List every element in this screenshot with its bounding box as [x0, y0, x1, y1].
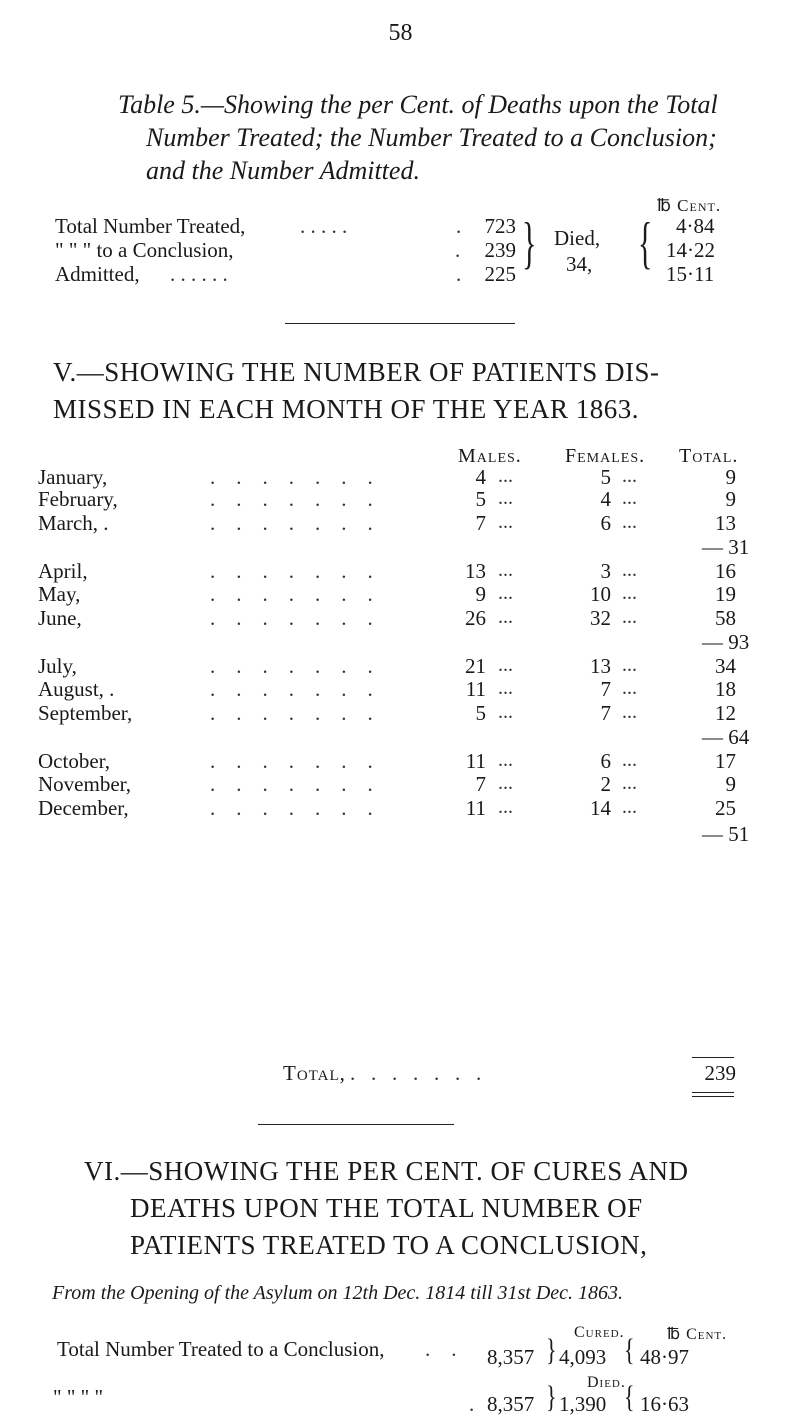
section6-heading-line1: VI.—SHOWING THE PER CENT. OF CURES AND — [84, 1156, 689, 1186]
table5-row-label: " " " to a Conclusion, — [55, 238, 234, 262]
table5-number: 225 — [484, 262, 516, 286]
males-value: 11 — [465, 749, 486, 773]
month-label: July, — [38, 654, 77, 678]
col-females-header: Females. — [565, 445, 646, 467]
month-label: April, — [38, 559, 88, 583]
table5-title-line2: Number Treated; the Number Treated to a Conclusion; — [146, 123, 717, 152]
ellipsis: ... — [498, 701, 513, 723]
females-value: 6 — [600, 749, 611, 773]
males-value: 5 — [475, 487, 486, 511]
month-label: August, . — [38, 677, 115, 701]
brace-icon: { — [638, 212, 653, 276]
double-rule-bottom — [692, 1096, 734, 1097]
females-value: 7 — [600, 677, 611, 701]
brace-icon: } — [546, 1378, 557, 1414]
females-value: 14 — [590, 796, 611, 820]
divider — [258, 1124, 454, 1125]
total-value: 13 — [715, 511, 736, 535]
section6-total: 8,357 — [487, 1345, 535, 1369]
ellipsis: ... — [498, 677, 513, 699]
total-value: 18 — [715, 677, 736, 701]
leader-dots: . . . . . . . — [210, 582, 373, 606]
total-value: 58 — [715, 606, 736, 630]
table5-row-dots: . . . . . — [300, 214, 348, 238]
males-value: 11 — [465, 796, 486, 820]
males-value: 11 — [465, 677, 486, 701]
section6-cured-count: 4,093 — [559, 1345, 607, 1369]
table5-row-dots: . — [455, 238, 461, 262]
females-value: 7 — [600, 701, 611, 725]
ellipsis: ... — [622, 677, 637, 699]
leader-dots: . . . . . . . — [210, 606, 373, 630]
ellipsis: ... — [498, 606, 513, 628]
females-value: 13 — [590, 654, 611, 678]
females-value: 32 — [590, 606, 611, 630]
leader-dots: . . . . . . . — [210, 701, 373, 725]
table5-title — [118, 88, 718, 187]
brace-icon: { — [624, 1331, 635, 1367]
ellipsis: ... — [498, 654, 513, 676]
month-label: June, — [38, 606, 82, 630]
leader-dots: . . . . . . . — [210, 796, 373, 820]
ellipsis: ... — [498, 559, 513, 581]
table5-per-cent: 15·11 — [666, 262, 715, 286]
ellipsis: ... — [498, 772, 513, 794]
males-value: 9 — [475, 582, 486, 606]
males-value: 5 — [475, 701, 486, 725]
leader-dots: . . . . . . . — [210, 511, 373, 535]
section6-heading-line2: DEATHS UPON THE TOTAL NUMBER OF — [130, 1193, 643, 1223]
total-value: 34 — [715, 654, 736, 678]
leader-dots: . . . . . . . — [210, 677, 373, 701]
table5-title-line1: Table 5.—Showing the per Cent. of Deaths upon the Total — [118, 90, 718, 119]
table5-dot: . — [456, 262, 462, 286]
grand-total-label: Total, — [283, 1061, 346, 1085]
section6-row-label: Total Number Treated to a Conclusion, — [57, 1337, 385, 1361]
month-label: October, — [38, 749, 111, 773]
ellipsis: ... — [622, 582, 637, 604]
month-label: November, — [38, 772, 132, 796]
leader-dots: . . . . . . . — [210, 487, 373, 511]
ellipsis: ... — [498, 749, 513, 771]
cured-header: Cured. — [574, 1324, 625, 1341]
table5-row-label: Total Number Treated, — [55, 214, 246, 238]
quarter-total: — 51 — [702, 822, 750, 846]
total-value: 25 — [715, 796, 736, 820]
females-value: 2 — [600, 772, 611, 796]
table5-title-line3: and the Number Admitted. — [146, 156, 420, 185]
section6-subtitle: From the Opening of the Asylum on 12th Dec. 1814 till 31st Dec. 1863. — [52, 1282, 624, 1304]
table5-number: 239 — [484, 238, 516, 262]
females-value: 6 — [600, 511, 611, 535]
grand-total-value: 239 — [704, 1061, 736, 1085]
col-total-header: Total. — [679, 445, 739, 467]
section6-row-label: " " " " — [53, 1385, 104, 1409]
table5-row-dots: . . . . . . — [170, 262, 228, 286]
quarter-total: — 31 — [702, 535, 750, 559]
leader-dots: . . . . . . . — [210, 465, 373, 489]
section6-dots: . . — [425, 1337, 457, 1361]
section6-cured-per-cent: 48·97 — [640, 1345, 689, 1369]
males-value: 26 — [465, 606, 486, 630]
table5-number: 723 — [484, 214, 516, 238]
ellipsis: ... — [498, 511, 513, 533]
females-value: 4 — [600, 487, 611, 511]
leader-dots: . . . . . . . — [210, 559, 373, 583]
section6-died-count: 1,390 — [559, 1392, 607, 1416]
total-value: 16 — [715, 559, 736, 583]
leader-dots: . . . . . . . — [210, 772, 373, 796]
ellipsis: ... — [498, 487, 513, 509]
month-label: September, — [38, 701, 133, 725]
females-value: 10 — [590, 582, 611, 606]
brace-icon: { — [624, 1378, 635, 1414]
table5-died-label: Died, — [554, 226, 601, 250]
total-value: 9 — [725, 465, 736, 489]
table5-per-cent: 4·84 — [676, 214, 715, 238]
ellipsis: ... — [622, 487, 637, 509]
month-label: May, — [38, 582, 81, 606]
ellipsis: ... — [498, 465, 513, 487]
total-value: 9 — [725, 772, 736, 796]
ellipsis: ... — [622, 559, 637, 581]
males-value: 7 — [475, 511, 486, 535]
total-value: 17 — [715, 749, 736, 773]
section6-died-per-cent: 16·63 — [640, 1392, 689, 1416]
total-value: 9 — [725, 487, 736, 511]
brace-icon: } — [522, 212, 537, 276]
col-males-header: Males. — [458, 445, 522, 467]
males-value: 13 — [465, 559, 486, 583]
quarter-total: — 93 — [702, 630, 750, 654]
section5-heading-line2: MISSED IN EACH MONTH OF THE YEAR 1863. — [53, 394, 640, 424]
section6-total: 8,357 — [487, 1392, 535, 1416]
table5-row-label: Admitted, — [55, 262, 140, 286]
double-rule-top — [692, 1092, 734, 1093]
females-value: 5 — [600, 465, 611, 489]
section6-dots: . — [469, 1392, 475, 1416]
table5-dot: . — [456, 214, 462, 238]
per-cent-header: ℔ Cent. — [667, 1326, 728, 1343]
males-value: 4 — [475, 465, 486, 489]
section6-heading-line3: PATIENTS TREATED TO A CONCLUSION, — [130, 1230, 648, 1260]
ellipsis: ... — [622, 606, 637, 628]
month-label: March, . — [38, 511, 109, 535]
ellipsis: ... — [622, 654, 637, 676]
month-label: January, — [38, 465, 108, 489]
ellipsis: ... — [622, 749, 637, 771]
total-value: 12 — [715, 701, 736, 725]
died-header: Died. — [587, 1374, 626, 1391]
females-value: 3 — [600, 559, 611, 583]
ellipsis: ... — [622, 796, 637, 818]
ellipsis: ... — [622, 772, 637, 794]
males-value: 21 — [465, 654, 486, 678]
ellipsis: ... — [622, 465, 637, 487]
grand-total-dots: . . . . . . . — [350, 1061, 482, 1085]
table5-per-cent: 14·22 — [666, 238, 715, 262]
ellipsis: ... — [498, 796, 513, 818]
leader-dots: . . . . . . . — [210, 749, 373, 773]
section5-heading-line1: V.—SHOWING THE NUMBER OF PATIENTS DIS- — [53, 357, 660, 387]
ellipsis: ... — [622, 511, 637, 533]
divider — [285, 323, 515, 324]
page-number: 58 — [388, 20, 413, 46]
quarter-total: — 64 — [702, 725, 750, 749]
total-rule — [692, 1057, 734, 1058]
ellipsis: ... — [498, 582, 513, 604]
males-value: 7 — [475, 772, 486, 796]
month-label: February, — [38, 487, 118, 511]
ellipsis: ... — [622, 701, 637, 723]
table5-per-cent-header: ℔ Cent. — [657, 196, 722, 215]
leader-dots: . . . . . . . — [210, 654, 373, 678]
table5-died-value: 34, — [566, 252, 593, 276]
total-value: 19 — [715, 582, 736, 606]
brace-icon: } — [546, 1331, 557, 1367]
month-label: December, — [38, 796, 129, 820]
